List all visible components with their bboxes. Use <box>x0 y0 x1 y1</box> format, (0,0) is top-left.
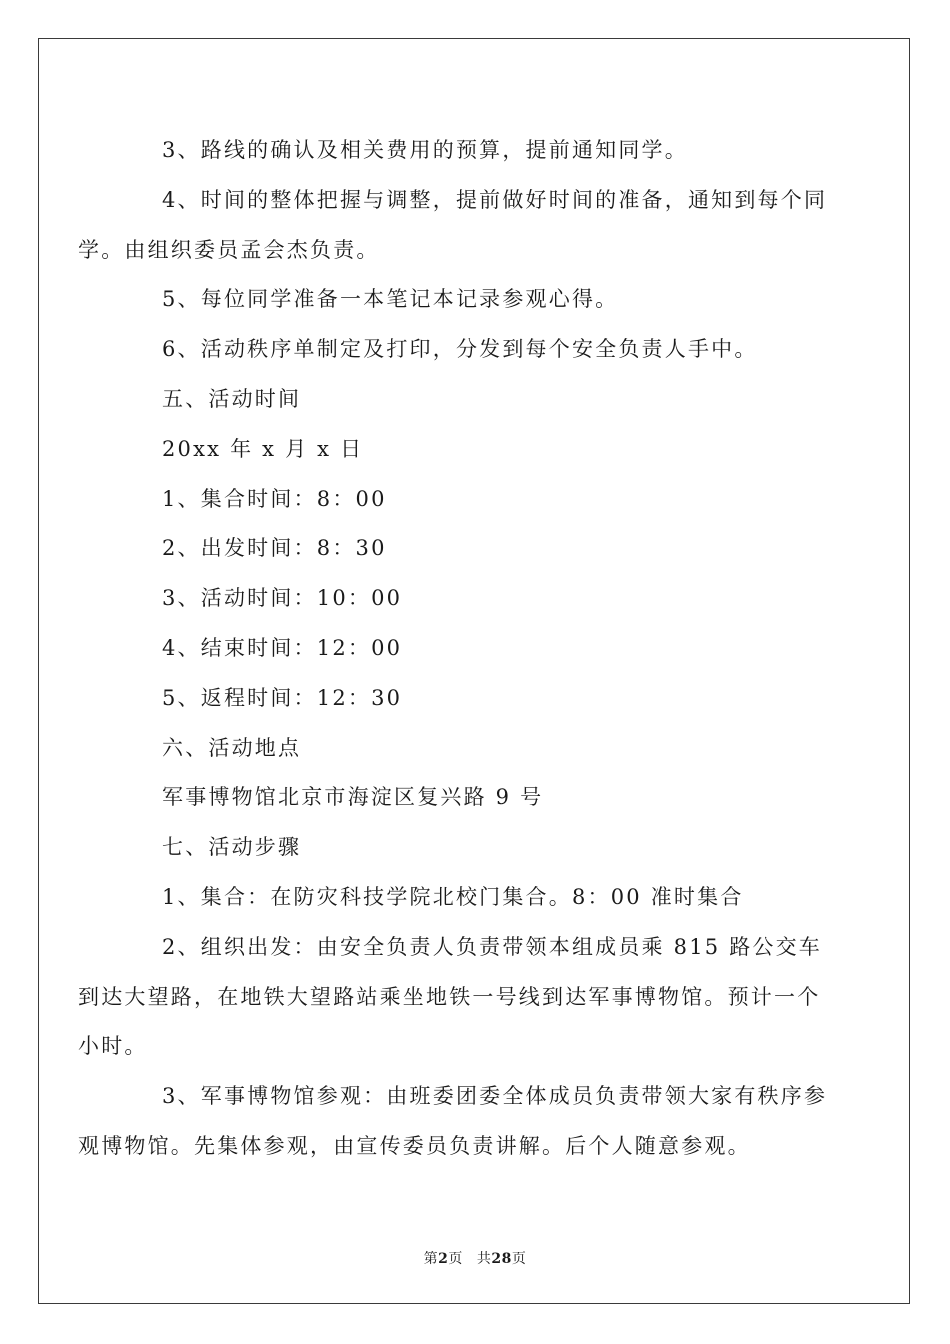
step-museum-visit: 3、军事博物馆参观：由班委团委全体成员负责带领大家有秩序参观博物馆。先集体参观，由宣传委员负责讲解。后个人随意参观。 <box>78 1084 828 1158</box>
activity-date: 20xx 年 x 月 x 日 <box>162 436 364 461</box>
time-item-departure: 2、出发时间：8：30 <box>162 536 387 561</box>
paragraph-time-planning: 4、时间的整体把握与调整，提前做好时间的准备，通知到每个同学。由组织委员孟会杰负责。 <box>78 187 828 262</box>
time-item-assembly: 1、集合时间：8：00 <box>162 486 387 511</box>
paragraph-notebook: 5、每位同学准备一本笔记本记录参观心得。 <box>162 287 619 312</box>
page-suffix: 页 <box>448 1251 463 1267</box>
section-heading-steps: 七、活动步骤 <box>162 835 302 860</box>
paragraph-route-budget: 3、路线的确认及相关费用的预算，提前通知同学。 <box>162 138 688 162</box>
total-suffix: 页 <box>511 1251 527 1267</box>
time-item-return: 5、返程时间：12：30 <box>162 685 403 710</box>
total-prefix: 共 <box>476 1251 492 1267</box>
section-heading-activity-time: 五、活动时间 <box>162 386 302 411</box>
page-footer <box>0 1248 950 1268</box>
section-heading-location: 六、活动地点 <box>162 735 302 760</box>
time-item-end: 4、结束时间：12：00 <box>162 635 403 660</box>
page-number: 2 <box>438 1251 449 1267</box>
time-item-activity: 3、活动时间：10：00 <box>162 586 403 611</box>
page-prefix: 第 <box>423 1251 439 1267</box>
step-assembly: 1、集合：在防灾科技学院北校门集合。8：00 准时集合 <box>162 884 744 909</box>
document-body <box>78 126 838 1172</box>
step-departure: 2、组织出发：由安全负责人负责带领本组成员乘 815 路公交车到达大望路，在地铁大望路站乘坐地铁一号线到达军事博物馆。预计一个小时。 <box>78 934 822 1059</box>
total-pages: 28 <box>491 1251 512 1267</box>
location-text: 军事博物馆北京市海淀区复兴路 9 号 <box>162 785 544 810</box>
paragraph-schedule-sheet: 6、活动秩序单制定及打印，分发到每个安全负责人手中。 <box>162 337 758 362</box>
